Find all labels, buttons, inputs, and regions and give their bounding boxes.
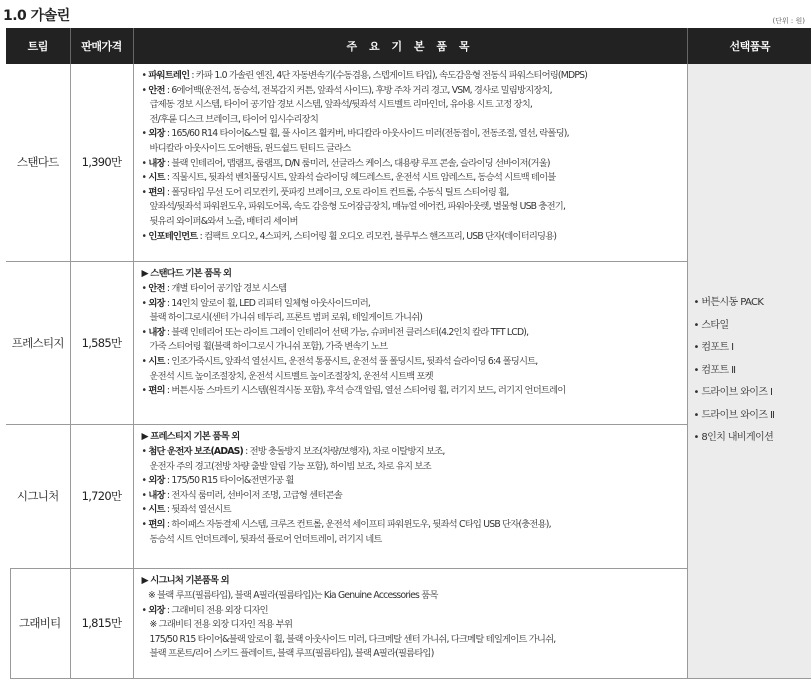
option-item: • 컴포트 Ⅱ	[693, 364, 736, 376]
item-line	[142, 326, 679, 341]
item-line	[142, 230, 679, 245]
page-title: 1.0 가솔린	[3, 8, 70, 24]
item-category: 시트	[148, 172, 165, 184]
header-trim: 트림	[6, 28, 70, 64]
trim-name: 프레스티지	[6, 261, 70, 424]
item-line	[142, 445, 679, 460]
item-line	[142, 489, 679, 504]
item-category: 외장	[148, 128, 165, 140]
item-category: 첨단 운전자 보조(ADAS)	[148, 446, 243, 458]
item-category: 안전	[148, 283, 165, 295]
item-category: 안전	[148, 84, 165, 96]
item-text: : 14인치 알로이 휠, LED 리피터 일체형 아웃사이드미러,	[164, 297, 371, 309]
bullet-icon: •	[141, 297, 149, 309]
trim-items	[133, 424, 687, 568]
bullet-icon: •	[141, 489, 149, 501]
bullet-icon: •	[141, 519, 149, 531]
base-items-heading: ▶ 스탠다드 기본 품목 외	[141, 267, 232, 279]
item-continuation: 바디칼라 아웃사이드 도어핸들, 윈드쉴드 틴티드 글라스	[149, 142, 351, 154]
item-line	[142, 157, 679, 172]
item-text: : 6에어백(운전석, 동승석, 전복감지 커튼, 앞좌석 사이드), 후방 주차 거리 경고, VSM, 경사로 밀림방지장치,	[164, 84, 552, 96]
bullet-icon: •	[141, 475, 149, 487]
header-price: 판매가격	[70, 28, 133, 64]
item-text: : 뒷좌석 열선시트	[164, 504, 231, 516]
item-line	[142, 355, 679, 370]
option-item: • 스타일	[693, 319, 729, 331]
bullet-icon: •	[141, 446, 149, 458]
item-category: 외장	[148, 475, 165, 487]
trim-name: 그래비티	[6, 568, 70, 678]
item-line	[142, 127, 679, 142]
item-line	[142, 589, 679, 604]
item-continuation: 뒷유리 와이퍼&와셔 노즐, 배터리 세이버	[149, 215, 298, 227]
trim-items	[133, 568, 687, 678]
item-category: 인포테인먼트	[148, 230, 198, 242]
item-text: : 175/50 R15 타이어&전면가공 휠	[164, 475, 294, 487]
item-text: : 컴팩트 오디오, 4스피커, 스티어링 휠 오디오 리모컨, 블루투스 핸즈프리, USB 단자(데이터리딩용)	[197, 230, 557, 242]
item-continuation: 전/후륜 디스크 브레이크, 타이어 임시수리장치	[149, 113, 319, 125]
trim-price: 1,720만	[70, 424, 133, 568]
option-list	[687, 64, 811, 678]
item-text: : 직물시트, 뒷좌석 벤치폴딩시트, 앞좌석 슬라이딩 헤드레스트, 운전석 시트 암레스트, 동승석 시트백 테이블	[164, 172, 556, 184]
item-line	[142, 69, 679, 84]
item-continuation: 앞좌석/뒷좌석 파워윈도우, 파워도어록, 속도 감응형 도어잠금장치, 매뉴얼 에어컨, 파워아웃렛, 별물형 USB 충전기,	[149, 201, 566, 213]
item-text: : 카파 1.0 가솔린 엔진, 4단 자동변속기(수동겸용, 스텝게이트 타입), 속도감응형 전동식 파워스티어링(MDPS)	[189, 70, 588, 81]
item-category: 편의	[148, 519, 165, 531]
item-continuation: 가죽 스티어링 휠(블랙 하이그로시 가니쉬 포함), 가죽 변속기 노브	[149, 341, 388, 353]
item-category: 파워트레인	[148, 70, 190, 81]
item-text: : 폴딩타입 무선 도어 리모컨키, 풋파킹 브레이크, 오토 라이트 컨트롤, 수동식 틸트 스티어링 휠,	[164, 186, 509, 198]
trim-price: 1,815만	[70, 568, 133, 678]
table-row	[6, 64, 811, 261]
item-text: ※ 블랙 루프(필름타입), 블랙 A필라(필름타입)는 Kia Genuine Accessories 품목	[147, 590, 438, 602]
item-line	[142, 171, 679, 186]
bullet-icon: •	[141, 385, 149, 397]
trim-items	[133, 261, 687, 424]
item-text: : 165/60 R14 타이어&스틸 휠, 풀 사이즈 휠커버, 바디칼라 아웃사이드 미러(전동접이, 전동조절, 열선, 락폴딩),	[164, 128, 569, 140]
item-text: : 전자식 룸미러, 선바이저 조명, 고급형 센터콘솔	[164, 489, 342, 501]
option-item: • 컴포트 Ⅰ	[693, 342, 734, 353]
price-table	[2, 28, 811, 679]
item-line	[142, 503, 679, 518]
item-line	[142, 186, 679, 201]
option-item: • 드라이브 와이즈 Ⅱ	[693, 409, 775, 421]
item-continuation: 블랙 프론트/리어 스키드 플레이트, 블랙 루프(필름타입), 블랙 A필라(필름타입)	[149, 648, 434, 660]
trim-price: 1,585만	[70, 261, 133, 424]
item-text: : 그래비티 전용 외장 디자인	[164, 604, 268, 616]
item-continuation: 급제동 경보 시스템, 타이어 공기압 경보 시스템, 앞좌석/뒷좌석 시트벨트 리마인더, 유아용 시트 고정 장치,	[149, 99, 533, 111]
item-line	[142, 518, 679, 533]
bullet-icon: •	[141, 128, 149, 140]
bullet-icon: •	[141, 326, 149, 338]
item-text: : 블랙 인테리어, 맵램프, 룸램프, D/N 룸미러, 선글라스 케이스, 대용량 루프 콘솔, 슬라이딩 선바이저(거울)	[164, 157, 550, 169]
item-line	[142, 604, 679, 619]
item-category: 편의	[148, 385, 165, 397]
item-line	[142, 384, 679, 399]
item-text: : 하이패스 자동결제 시스템, 크루즈 컨트롤, 운전석 세이프티 파워윈도우, 뒷좌석 C타입 USB 단자(충전용),	[164, 519, 551, 531]
table-header	[6, 28, 811, 64]
bullet-icon: •	[141, 70, 149, 81]
item-continuation: 블랙 하이그로시(센터 가니쉬 테두리, 프론트 범퍼 로워, 테일게이트 가니쉬)	[149, 312, 423, 324]
item-category: 내장	[148, 489, 165, 501]
bullet-icon: •	[141, 604, 149, 616]
trim-items	[133, 64, 687, 261]
item-text: : 전방 충돌방지 보조(차량/보행자), 차로 이탈방지 보조,	[242, 446, 445, 458]
item-text: : 개별 타이어 공기압 경보 시스템	[164, 283, 287, 295]
bullet-icon: •	[141, 172, 149, 184]
base-items-heading: ▶ 프레스티지 기본 품목 외	[141, 430, 240, 442]
item-category: 외장	[148, 604, 165, 616]
trim-name: 시그니처	[6, 424, 70, 568]
item-text: : 블랙 인테리어 또는 라이트 그레이 인테리어 선택 가능, 슈퍼비전 클러스터(4.2인치 칼라 TFT LCD),	[164, 326, 529, 338]
bullet-icon: •	[141, 157, 149, 169]
item-line	[142, 297, 679, 312]
bullet-icon: •	[141, 230, 149, 242]
item-category: 시트	[148, 356, 165, 368]
header-options: 선택품목	[687, 28, 811, 64]
item-category: 편의	[148, 186, 165, 198]
option-item: • 버튼시동 PACK	[693, 297, 764, 308]
bullet-icon: •	[141, 356, 149, 368]
item-continuation: 동승석 시트 언더트레이, 뒷좌석 플로어 언더트레이, 러기지 네트	[149, 533, 382, 545]
bullet-icon: •	[141, 504, 149, 516]
option-item: • 드라이브 와이즈 Ⅰ	[693, 387, 773, 398]
header-items: 주 요 기 본 품 목	[133, 28, 687, 64]
bullet-icon: •	[141, 283, 149, 295]
item-category: 외장	[148, 297, 165, 309]
bullet-icon: •	[141, 84, 149, 96]
item-line	[142, 474, 679, 489]
item-continuation: 운전석 시트 높이조절장치, 운전석 시트벨트 높이조절장치, 운전석 시트백 포켓	[149, 370, 433, 382]
trim-name: 스탠다드	[6, 64, 70, 261]
item-text: : 버튼시동 스마트키 시스템(원격시동 포함), 후석 승객 알림, 열선 스티어링 휠, 러기지 보드, 러기지 언더트레이	[164, 385, 566, 397]
item-continuation: 175/50 R15 타이어&블랙 알로이 휠, 블랙 아웃사이드 미러, 다크메탈 센터 가니쉬, 다크메탈 테일게이트 가니쉬,	[149, 633, 556, 645]
item-category: 내장	[148, 157, 165, 169]
item-continuation: 운전자 주의 경고(전방 차량 출발 알림 기능 포함), 하이빔 보조, 차로 유지 보조	[149, 460, 431, 472]
base-items-heading: ▶ 시그니처 기본품목 외	[141, 574, 229, 586]
item-category: 시트	[148, 504, 165, 516]
option-item: • 8인치 내비게이션	[693, 432, 774, 443]
trim-price: 1,390만	[70, 64, 133, 261]
item-line	[142, 282, 679, 297]
item-continuation: ※ 그래비티 전용 외장 디자인 적용 부위	[149, 619, 293, 631]
unit-note: (단위 : 원)	[772, 17, 805, 25]
bullet-icon: •	[141, 186, 149, 198]
item-text: : 인조가죽시트, 앞좌석 열선시트, 운전석 통풍시트, 운전석 풀 폴딩시트, 뒷좌석 슬라이딩 6:4 폴딩시트,	[164, 356, 538, 368]
item-category: 내장	[148, 326, 165, 338]
item-line	[142, 84, 679, 99]
